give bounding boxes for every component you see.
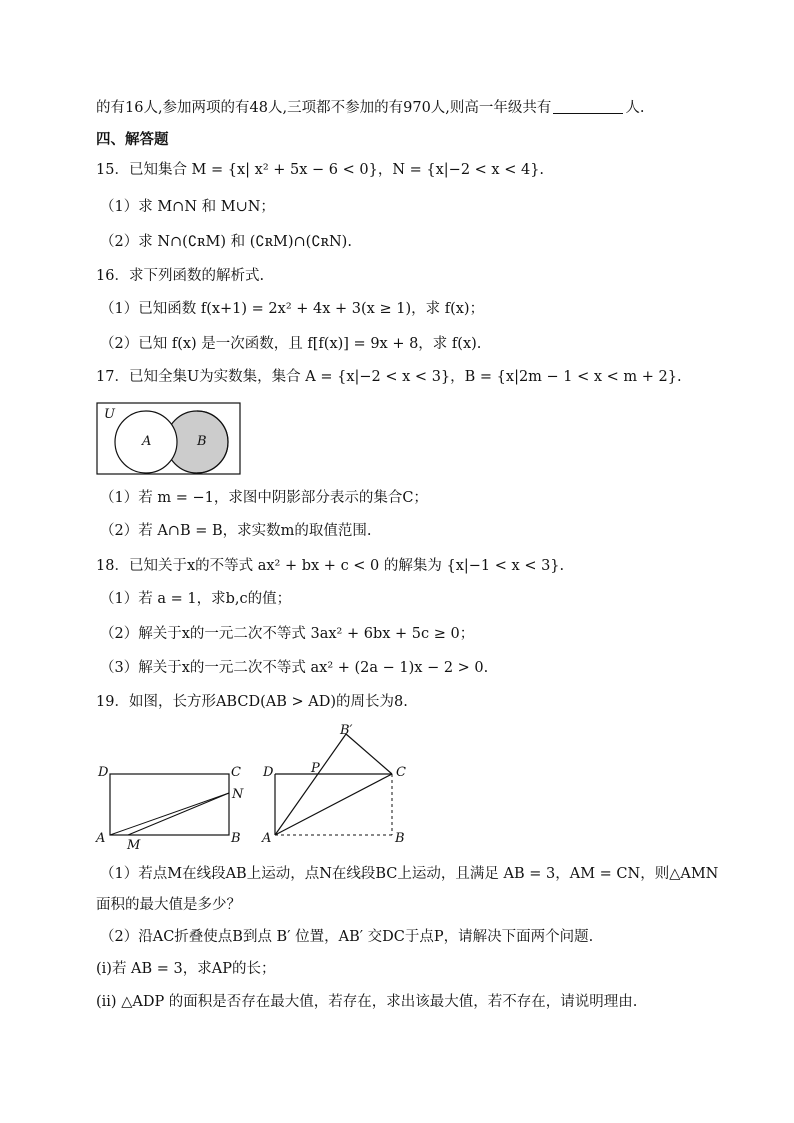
question-19: 19．如图，长方形ABCD(AB > AD)的周长为8. [96,694,408,710]
label-a: A [96,831,106,846]
label-d: D [263,765,274,780]
segment-ab-prime [275,734,346,835]
question-16-part-1: （1）已知函数 f(x+1) = 2x² + 4x + 3(x ≥ 1)，求 f(x)； [100,301,485,317]
question-19-sub-ii: (ii) △ADP 的面积是否存在最大值，若存在，求出该最大值，若不存在，请说明理由. [96,994,638,1010]
rectangle-figure-2 [258,720,418,850]
label-u: U [104,407,115,422]
question-19-sub-i: (i)若 AB = 3，求AP的长； [96,961,276,977]
label-a: A [142,434,152,449]
label-c: C [396,765,406,780]
question-15: 15．已知集合 M = {x| x² + 5x − 6 < 0}，N = {x|−2 < x < 4}. [96,162,545,178]
question-18-part-1: （1）若 a = 1，求b,c的值； [100,591,292,607]
label-b: B [395,831,405,846]
question-17-part-2: （2）若 A∩B = B，求实数m的取值范围. [100,523,372,539]
segment-ac [275,774,392,835]
question-15-part-1: （1）求 M∩N 和 M∪N； [100,199,275,215]
question-16-part-2: （2）已知 f(x) 是一次函数，且 f[f(x)] = 9x + 8，求 f(x). [100,336,482,352]
section-heading: 四、解答题 [96,132,169,148]
segment-an [110,793,229,835]
segment-mn [128,793,229,835]
label-b-prime: B′ [340,723,353,738]
label-n: N [232,787,244,802]
question-19-part-1: （1）若点M在线段AB上运动，点N在线段BC上运动，且满足 AB = 3，AM = CN，则△AMN [100,866,719,882]
label-a: A [262,831,272,846]
question-15-part-2: （2）求 N∩(∁ʀM) 和 (∁ʀM)∩(∁ʀN). [100,234,352,250]
label-m: M [127,838,141,853]
question-18-part-3: （3）解关于x的一元二次不等式 ax² + (2a − 1)x − 2 > 0. [100,660,489,676]
venn-diagram [96,402,242,476]
answer-blank[interactable] [553,99,623,114]
label-p: P [311,761,320,776]
text-line [96,98,645,118]
question-17: 17．已知全集U为实数集，集合 A = {x|−2 < x < 3}，B = {x|2m − 1 < x < m + 2}. [96,369,682,385]
label-b: B [231,831,241,846]
question-18-part-2: （2）解关于x的一元二次不等式 3ax² + 6bx + 5c ≥ 0； [100,626,475,642]
question-18: 18．已知关于x的不等式 ax² + bx + c < 0 的解集为 {x|−1 < x < 3}. [96,558,565,574]
label-b: B [197,434,207,449]
q14-end: 人. [625,100,645,116]
label-c: C [231,765,241,780]
question-17-part-1: （1）若 m = −1，求图中阴影部分表示的集合C； [100,490,428,506]
question-19-part-2: （2）沿AC折叠使点B到点 B′ 位置，AB′ 交DC于点P，请解决下面两个问题. [100,929,594,945]
rectangle-abcd [110,774,229,835]
q14-continuation: 的有16人,参加两项的有48人,三项都不参加的有970人,则高一年级共有 [96,100,552,116]
question-16: 16．求下列函数的解析式. [96,268,265,284]
label-d: D [98,765,109,780]
question-19-part-1-cont: 面积的最大值是多少？ [96,897,241,913]
rectangle-figure-1 [92,756,252,856]
segment-b-prime-c [346,734,392,774]
